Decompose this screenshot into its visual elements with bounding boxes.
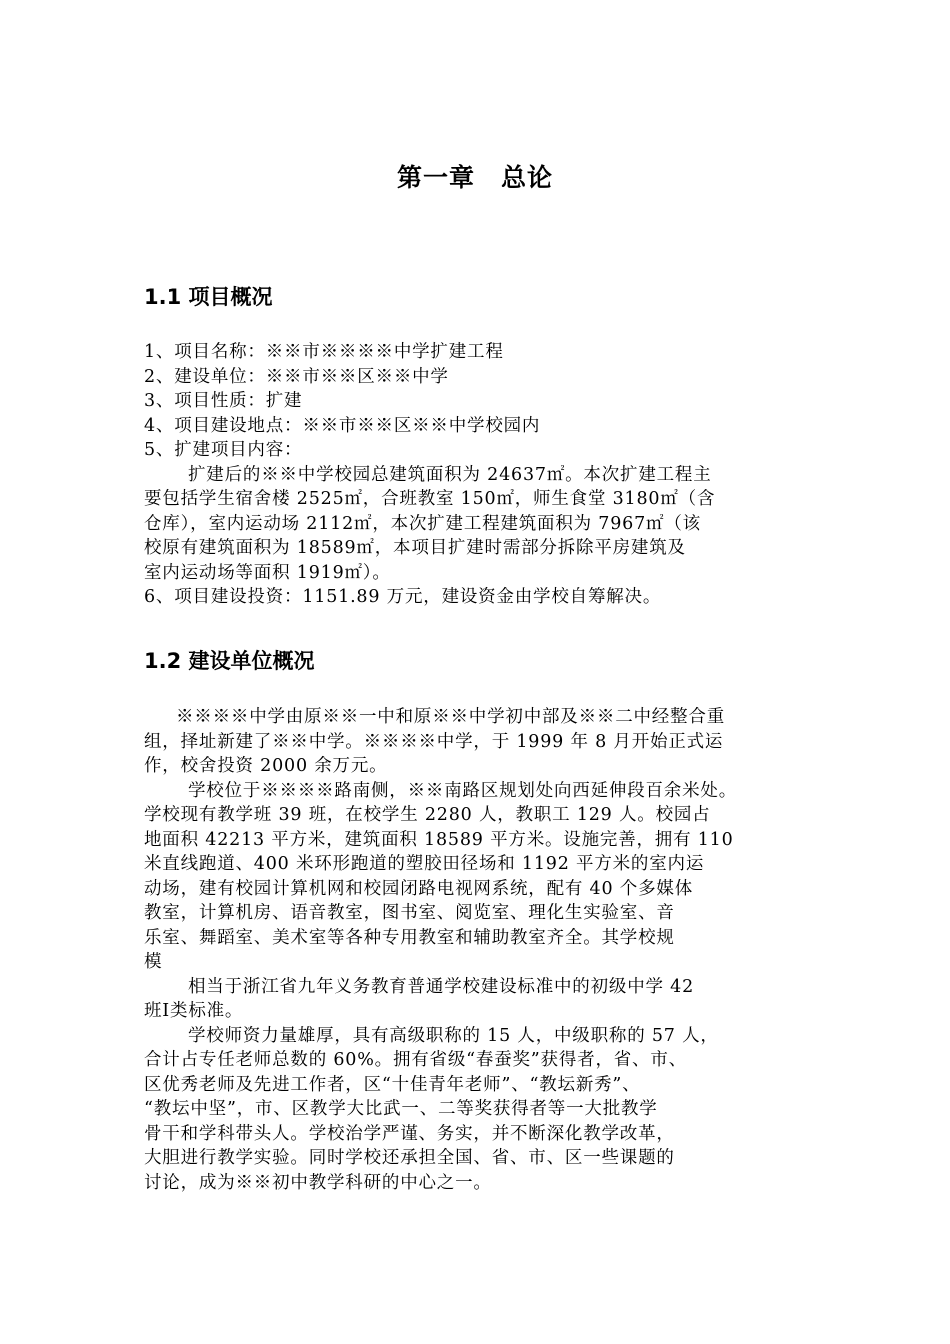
- text-line: 仓库），室内运动场 2112㎡，本次扩建工程建筑面积为 7967㎡（该: [144, 513, 701, 534]
- text-line: 米直线跑道、400 米环形跑道的塑胶田径场和 1192 平方米的室内运: [144, 854, 705, 874]
- text-line: ※※※※中学由原※※一中和原※※中学初中部及※※二中经整合重: [176, 707, 725, 727]
- text-line: 动场，建有校园计算机网和校园闭路电视网系统，配有 40 个多媒体: [144, 878, 693, 899]
- text-line: 相当于浙江省九年义务教育普通学校建设标准中的初级中学 42: [188, 976, 695, 997]
- text-line: 大胆进行教学实验。同时学校还承担全国、省、市、区一些课题的: [144, 1148, 675, 1168]
- text-line: 学校现有教学班 39 班，在校学生 2280 人，教职工 129 人。校园占: [144, 805, 711, 825]
- text-line: 讨论，成为※※初中教学科研的中心之一。: [144, 1172, 492, 1193]
- text-line: 4、项目建设地点：※※市※※区※※中学校园内: [144, 415, 541, 436]
- text-line: 合计占专任老师总数的 60%。拥有省级“春蚕奖”获得者，省、市、: [144, 1050, 687, 1070]
- unit-overview-body: [144, 705, 814, 1195]
- text-line: 组，择址新建了※※中学。※※※※中学，于 1999 年 8 月开始正式运: [144, 731, 724, 752]
- chapter-title: 第一章 总论: [396, 163, 553, 192]
- text-line: 教室，计算机房、语音教室，图书室、阅览室、理化生实验室、音: [144, 903, 675, 923]
- text-line: 地面积 42213 平方米，建筑面积 18589 平方米。设施完善，拥有 110: [144, 829, 734, 850]
- text-line: 1、项目名称：※※市※※※※中学扩建工程: [144, 342, 504, 362]
- text-line: 扩建后的※※中学校园总建筑面积为 24637㎡。本次扩建工程主: [188, 464, 712, 485]
- text-line: 校原有建筑面积为 18589㎡，本项目扩建时需部分拆除平房建筑及: [144, 538, 686, 558]
- section-heading-unit-overview: 1.2 建设单位概况: [144, 649, 315, 673]
- text-line: 2、建设单位：※※市※※区※※中学: [144, 366, 449, 387]
- text-line: 要包括学生宿舍楼 2525㎡，合班教室 150㎡，师生食堂 3180㎡（含: [144, 489, 716, 509]
- text-line: 室内运动场等面积 1919㎡）。: [144, 562, 391, 583]
- text-line: 作，校舍投资 2000 余万元。: [144, 756, 388, 776]
- project-overview-body: [144, 340, 814, 610]
- text-line: 6、项目建设投资：1151.89 万元，建设资金由学校自筹解决。: [144, 587, 662, 607]
- text-line: 骨干和学科带头人。学校治学严谨、务实，并不断深化教学改革，: [144, 1123, 675, 1144]
- text-line: 3、项目性质：扩建: [144, 391, 303, 411]
- text-line: 学校位于※※※※路南侧，※※南路区规划处向西延伸段百余米处。: [188, 780, 737, 801]
- text-line: 模: [144, 952, 163, 972]
- text-line: “教坛中坚”，市、区教学大比武一、二等奖获得者等一大批教学: [144, 1099, 658, 1119]
- text-line: 乐室、舞蹈室、美术室等各种专用教室和辅助教室齐全。其学校规: [144, 927, 675, 948]
- text-line: 区优秀老师及先进工作者，区“十佳青年老师”、“教坛新秀”、: [144, 1074, 641, 1095]
- text-line: 学校师资力量雄厚，具有高级职称的 15 人，中级职称的 57 人，: [188, 1025, 719, 1046]
- text-line: 5、扩建项目内容：: [144, 440, 303, 460]
- section-heading-project-overview: 1.1 项目概况: [144, 285, 273, 309]
- text-line: 班Ⅰ类标准。: [144, 1001, 244, 1021]
